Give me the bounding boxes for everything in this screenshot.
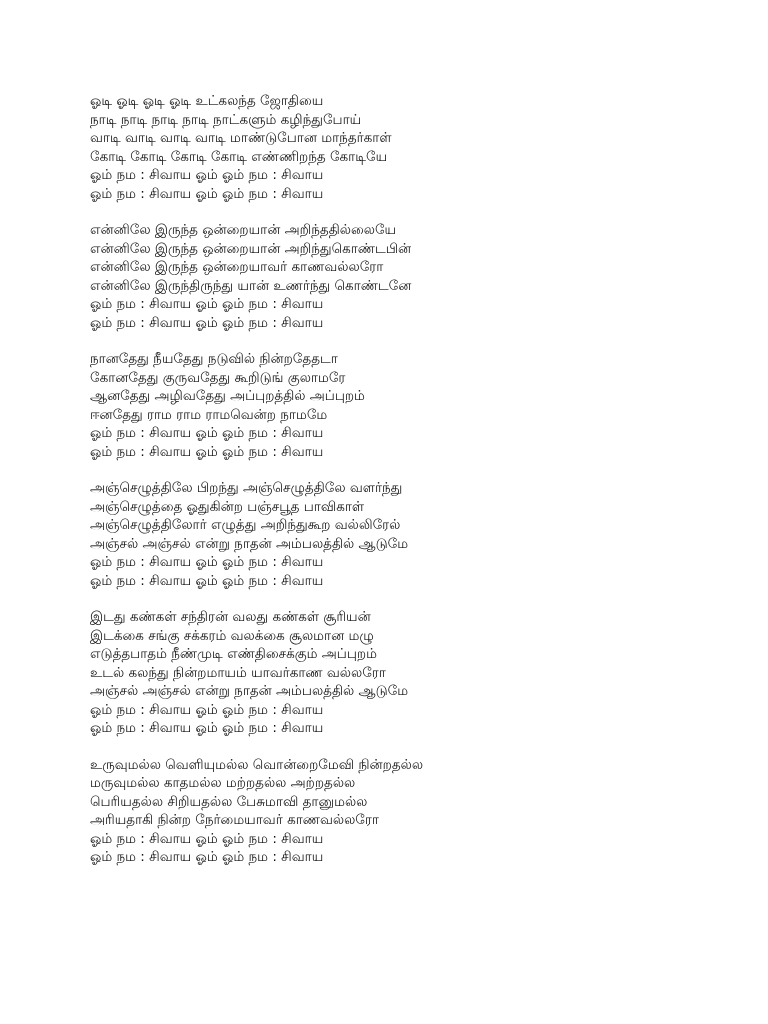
lyric-line: என்னிலே இருந்திருந்து யான் உணர்ந்து கொண்டனே <box>90 277 412 294</box>
lyric-line: மருவுமல்ல காதமல்ல மற்றதல்ல அற்றதல்ல <box>90 775 356 791</box>
refrain-line: ஓம் நம : சிவாய ஓம் ஓம் நம : சிவாய <box>90 425 324 441</box>
refrain-line: ஓம் நம : சிவாய ஓம் ஓம் நம : சிவாய <box>90 185 324 202</box>
lyric-line: கோடி கோடி கோடி கோடி எண்ணிறந்த கோடியே <box>90 148 388 165</box>
lyrics-text <box>90 92 730 885</box>
lyric-line: அரியதாகி நின்ற நேர்மையாவர் காணவல்லரோ <box>90 812 379 828</box>
refrain-line: ஓம் நம : சிவாய ஓம் ஓம் நம : சிவாய <box>90 296 324 312</box>
lyric-line: கோனதேது குருவதேது கூறிடுங் குலாமரே <box>90 369 346 386</box>
lyric-line: நானதேது நீயதேது நடுவில் நின்றதேதடா <box>90 351 338 367</box>
stanza-3 <box>90 350 730 461</box>
lyric-line: ஓடி ஓடி ஓடி ஓடி உட்கலந்த ஜோதியை <box>90 93 324 109</box>
stanza-6 <box>90 756 730 867</box>
stanza-2 <box>90 221 730 332</box>
lyric-line: நாடி நாடி நாடி நாடி நாட்களும் கழிந்துபோய் <box>90 111 362 128</box>
lyric-line: இடக்கை சங்கு சக்கரம் வலக்கை சூலமான மழு <box>90 627 374 644</box>
lyric-line: அஞ்செழுத்திலே பிறந்து அஞ்செழுத்திலே வளர்ந்து <box>90 480 403 496</box>
refrain-line: ஓம் நம : சிவாய ஓம் ஓம் நம : சிவாய <box>90 701 324 718</box>
refrain-line: ஓம் நம : சிவாய ஓம் ஓம் நம : சிவாய <box>90 572 324 589</box>
lyric-line: என்னிலே இருந்த ஒன்றையான் அறிந்துகொண்டபின் <box>90 240 412 257</box>
lyric-line: உடல் கலந்து நின்றமாயம் யாவர்காண வல்லரோ <box>90 664 386 681</box>
lyric-line: அஞ்சல் அஞ்சல் என்று நாதன் அம்பலத்தில் ஆடுமே <box>90 683 409 699</box>
lyric-line: அஞ்செழுத்தை ஓதுகின்ற பஞ்சபூத பாவிகாள் <box>90 498 365 515</box>
refrain-line: ஓம் நம : சிவாய ஓம் ஓம் நம : சிவாய <box>90 314 324 331</box>
lyric-line: என்னிலே இருந்த ஒன்றையான் அறிந்ததில்லையே <box>90 222 397 238</box>
lyric-line: பெரியதல்ல சிறியதல்ல பேசுமாவி தானுமல்ல <box>90 793 368 810</box>
refrain-line: ஓம் நம : சிவாய ஓம் ஓம் நம : சிவாய <box>90 720 324 736</box>
refrain-line: ஓம் நம : சிவாய ஓம் ஓம் நம : சிவாய <box>90 554 324 570</box>
refrain-line: ஓம் நம : சிவாய ஓம் ஓம் நம : சிவாய <box>90 443 324 460</box>
lyric-line: இடது கண்கள் சந்திரன் வலது கண்கள் சூரியன் <box>90 609 371 625</box>
lyric-line: அஞ்செழுத்திலோர் எழுத்து அறிந்துகூற வல்லிரேல் <box>90 517 401 533</box>
refrain-line: ஓம் நம : சிவாய ஓம் ஓம் நம : சிவாய <box>90 830 324 847</box>
refrain-line: ஓம் நம : சிவாய ஓம் ஓம் நம : சிவாய <box>90 167 324 183</box>
lyric-line: உருவுமல்ல வெளியுமல்ல வொன்றைமேவி நின்றதல்ல <box>90 756 424 773</box>
stanza-5 <box>90 608 730 738</box>
lyric-line: என்னிலே இருந்த ஒன்றையாவர் காணவல்லரோ <box>90 259 384 275</box>
lyric-line: அஞ்சல் அஞ்சல் என்று நாதன் அம்பலத்தில் ஆடுமே <box>90 535 409 552</box>
stanza-1 <box>90 92 730 203</box>
lyric-line: எடுத்தபாதம் நீண்முடி எண்திசைக்கும் அப்புறம் <box>90 646 377 662</box>
stanza-4 <box>90 479 730 590</box>
lyric-line: வாடி வாடி வாடி வாடி மாண்டுபோன மாந்தர்காள் <box>90 130 392 146</box>
lyric-line: ஆனதேது அழிவதேது அப்புறத்தில் அப்புறம் <box>90 388 365 404</box>
refrain-line: ஓம் நம : சிவாய ஓம் ஓம் நம : சிவாய <box>90 849 324 865</box>
lyric-line: ஈனதேது ராம ராம ராமவென்ற நாமமே <box>90 406 328 423</box>
